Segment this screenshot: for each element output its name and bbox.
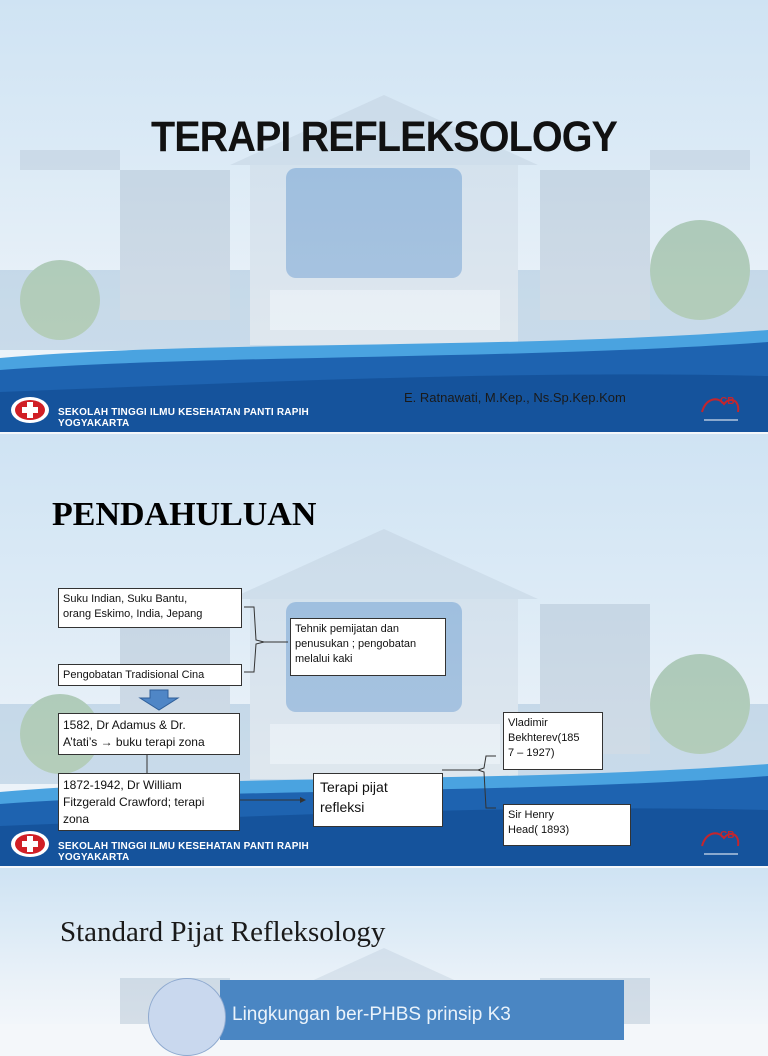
author-name: E. Ratnawati, M.Kep., Ns.Sp.Kep.Kom xyxy=(404,390,626,405)
box-1582-line1: 1582, Dr Adamus & Dr. xyxy=(63,718,186,732)
box-vladimir-line3: 7 – 1927) xyxy=(508,747,555,759)
svg-text:CB: CB xyxy=(720,396,735,407)
box-tehnik xyxy=(290,618,446,676)
slide-title-text: TERAPI REFLEKSOLOGY xyxy=(150,113,618,161)
box-suku xyxy=(58,588,242,628)
box-vladimir-line1: Vladimir xyxy=(508,717,548,729)
school-name xyxy=(58,841,309,863)
box-vladimir-line2: Bekhterev(185 xyxy=(508,732,580,744)
box-1872-line3: zona xyxy=(63,812,90,826)
list-bullet-circle xyxy=(148,978,226,1056)
school-name xyxy=(58,407,309,429)
box-henry xyxy=(503,804,631,846)
box-cina-text: Pengobatan Tradisional Cina xyxy=(63,669,205,681)
slide3-title: Standard Pijat Refleksology xyxy=(60,916,386,948)
box-suku-line1: Suku Indian, Suku Bantu, xyxy=(63,593,188,605)
box-1872 xyxy=(58,773,240,831)
box-1582 xyxy=(58,713,240,755)
school-name-line1: SEKOLAH TINGGI ILMU KESEHATAN PANTI RAPIH xyxy=(58,841,309,852)
cb-logo-icon xyxy=(696,390,746,426)
school-name-line2: YOGYAKARTA xyxy=(58,418,130,429)
school-name-line1: SEKOLAH TINGGI ILMU KESEHATAN PANTI RAPIH xyxy=(58,407,309,418)
box-henry-line1: Sir Henry xyxy=(508,809,554,821)
box-cina xyxy=(58,664,242,686)
box-henry-line2: Head( 1893) xyxy=(508,824,570,836)
school-logo-icon xyxy=(10,830,50,858)
box-tehnik-line1: Tehnik pemijatan dan xyxy=(295,623,399,635)
box-1872-line1: 1872-1942, Dr William xyxy=(63,778,182,792)
box-suku-line2: orang Eskimo, India, Jepang xyxy=(63,608,203,620)
box-terapi-line1: Terapi pijat xyxy=(320,779,388,795)
box-vladimir xyxy=(503,712,603,770)
list-item-text: Lingkungan ber-PHBS prinsip K3 xyxy=(232,1004,511,1025)
box-terapi-line2: refleksi xyxy=(320,799,365,815)
slide-title xyxy=(0,0,768,432)
section-title: PENDAHULUAN xyxy=(52,496,317,533)
box-terapi-pijat xyxy=(313,773,443,827)
box-1582-line2: A’tati’s → buku terapi zona xyxy=(63,735,205,749)
school-name-line2: YOGYAKARTA xyxy=(58,852,130,863)
box-tehnik-line2: penusukan ; pengobatan xyxy=(295,638,417,650)
box-tehnik-line3: melalui kaki xyxy=(295,653,353,665)
box-1872-line2: Fitzgerald Crawford; terapi xyxy=(63,795,205,809)
svg-text:CB: CB xyxy=(720,830,735,841)
cb-logo-icon xyxy=(696,824,746,860)
school-logo-icon xyxy=(10,396,50,424)
